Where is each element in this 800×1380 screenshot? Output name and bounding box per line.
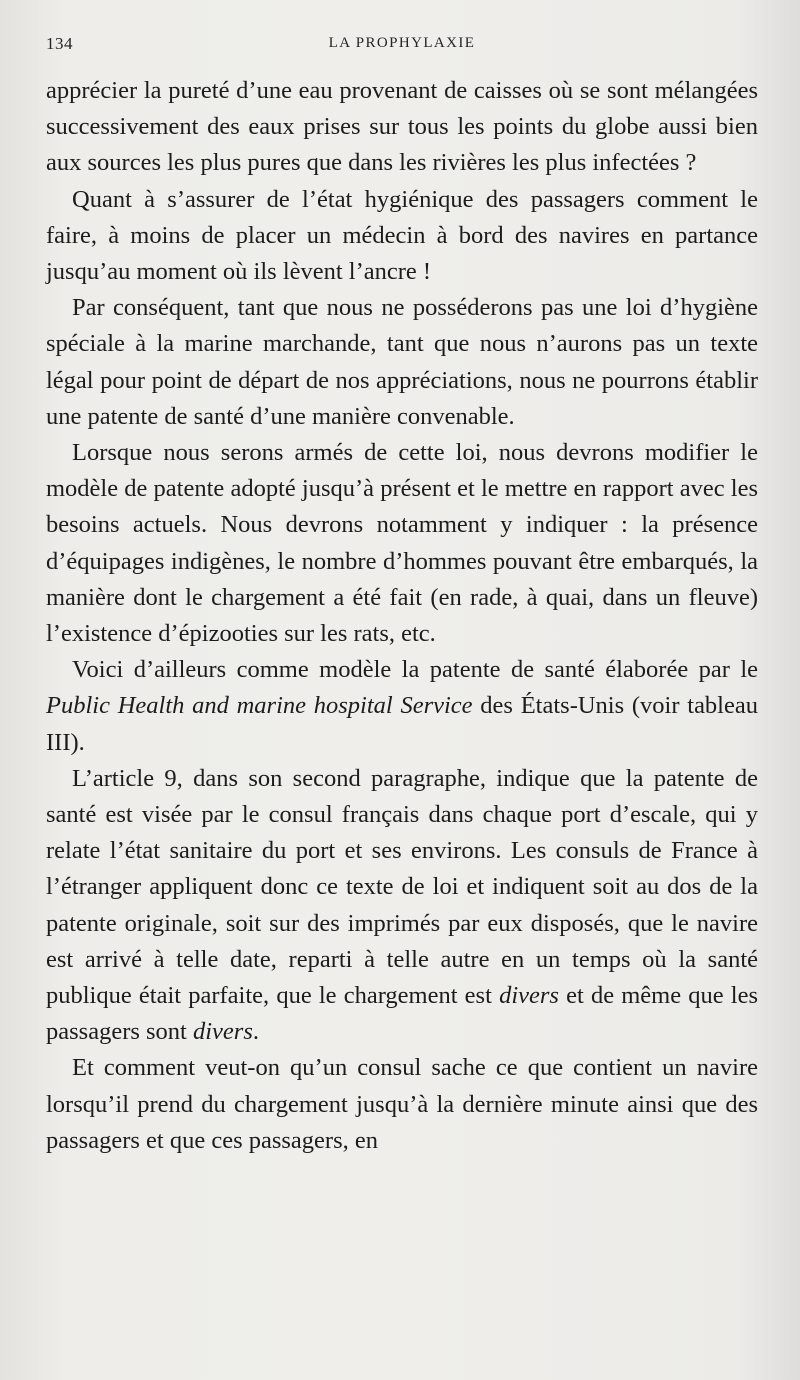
paragraph [46, 182, 758, 291]
running-title: LA PROPHYLAXIE [328, 35, 476, 51]
paragraph [46, 435, 758, 652]
paragraph [46, 290, 758, 435]
page-number: 134 [46, 34, 73, 53]
body-text [46, 73, 758, 1159]
running-head [46, 34, 758, 56]
text-segment: et de même que les passagers sont [46, 982, 758, 1046]
paragraph [46, 761, 758, 1051]
text-segment: Et comment veut-on qu’un consul sache ce que contient un navire lorsqu’il prend du chargement jusqu’à la dernière minute ainsi que des passagers et que ces passagers, en [46, 1054, 758, 1154]
text-segment: Lorsque nous serons armés de cette loi, nous devrons modifier le modèle de patente adopté jusqu’à présent et le mettre en rapport avec les besoins actuels. Nous devrons notamment y indiquer : la présence d’équipages indigènes, le nombre d’hommes pouvant être embarqués, la manière dont le chargement a été fait (en rade, à quai, dans un fleuve) l’existence d’épizooties sur les rats, etc. [46, 439, 758, 648]
text-segment: L’article 9, dans son second paragraphe, indique que la patente de santé est visée par le consul français dans chaque port d’escale, qui y relate l’état sanitaire du port et ses environs. Les consuls de France à l’étranger appliquent donc ce texte de loi et indiquent soit au dos de la patente originale, soit sur des imprimés par eux disposés, que le navire est arrivé à telle date, reparti à telle autre en un temps où la santé publique était parfaite, que le chargement est [46, 764, 758, 1010]
paragraph [46, 652, 758, 761]
text-segment: . [252, 1018, 259, 1046]
text-segment: apprécier la pureté d’une eau provenant de caisses où se sont mélangées successivement des eaux prises sur tous les points du globe aussi bien aux sources les plus pures que dans les rivières les plus infectées ? [46, 77, 758, 177]
italic-text-segment: divers [192, 1018, 253, 1046]
paragraph [46, 73, 758, 182]
paragraph [46, 1050, 758, 1159]
italic-text-segment: divers [499, 982, 559, 1010]
text-segment: Par conséquent, tant que nous ne posséderons pas une loi d’hygiène spéciale à la marine marchande, tant que nous n’aurons pas un texte légal pour point de départ de nos appréciations, nous ne pourrons établir une patente de santé d’une manière convenable. [46, 294, 758, 430]
text-segment: des États-Unis (voir tableau III). [46, 692, 758, 756]
text-segment: Voici d’ailleurs comme modèle la patente de santé élaborée par le [72, 656, 758, 684]
text-segment: Quant à s’assurer de l’état hygiénique des passagers comment le faire, à moins de placer un médecin à bord des navires en partance jusqu’au moment où ils lèvent l’ancre ! [46, 185, 758, 286]
italic-text-segment: Public Health and marine hospital Service [46, 692, 473, 720]
